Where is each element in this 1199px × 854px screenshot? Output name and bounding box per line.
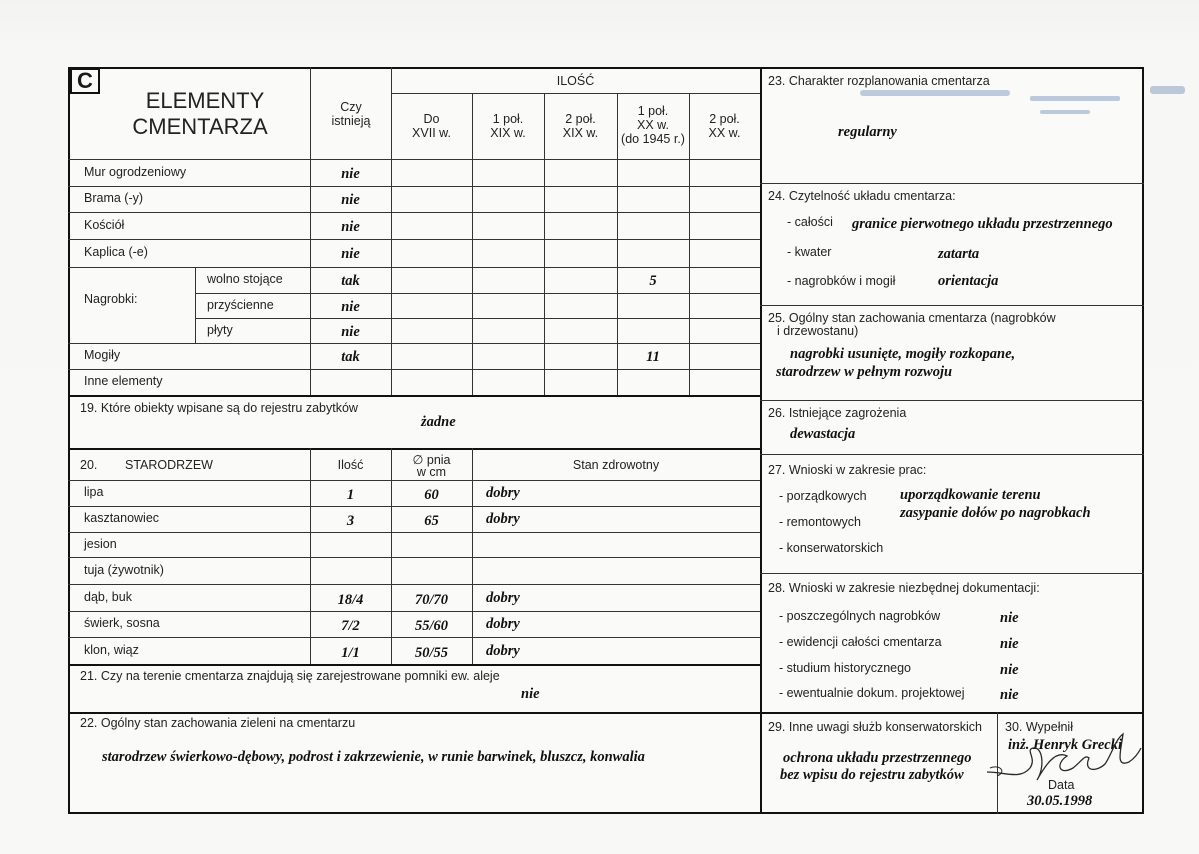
tree-diam-header-2: w cm: [416, 465, 447, 479]
q27-label: 27. Wnioski w zakresie prac:: [768, 463, 927, 477]
tree-count-header: Ilość: [337, 458, 364, 472]
line-r8: [68, 369, 760, 370]
tree-row-count: 18/4: [337, 591, 364, 608]
q30-date: 30.05.1998: [1027, 793, 1093, 809]
element-row-exists: nie: [341, 192, 360, 208]
tree-row-name: jesion: [84, 536, 117, 551]
q23-answer: regularny: [838, 124, 897, 140]
tree-row-health: dobry: [486, 589, 520, 606]
q28-item-answer: nie: [1000, 687, 1019, 703]
period-header-4-line-3: (do 1945 r.): [621, 132, 685, 146]
tree-row-health: dobry: [486, 485, 520, 501]
period-header-1-line-2: XVII w.: [412, 126, 451, 140]
tree-row-health: dobry: [486, 642, 520, 659]
period-header-2-line-2: XIX w.: [490, 126, 526, 140]
exists-header-1: Czy: [340, 100, 362, 114]
period-header-4-line-2: XX w.: [637, 118, 669, 132]
period-header-3-line-1: 2 poł.: [565, 112, 596, 126]
line-r1: [68, 186, 760, 187]
q29-label: 29. Inne uwagi służb konserwatorskich: [768, 720, 983, 734]
tree-row-name: lipa: [84, 485, 104, 499]
line-t7: [68, 664, 760, 666]
q27-item-2: - remontowych: [779, 515, 861, 529]
q28-item-answer: nie: [1000, 636, 1019, 652]
line-ilosc: [391, 93, 760, 94]
q24-item-2-answer: zatarta: [938, 246, 980, 262]
element-row-label: Kościół: [84, 217, 125, 232]
tree-row-diam: 65: [424, 513, 439, 529]
line-t5: [68, 611, 760, 612]
q24-item-2-label: - kwater: [787, 245, 832, 259]
period-header-3-line-2: XIX w.: [562, 126, 599, 140]
tree-row-diam: 60: [424, 487, 439, 503]
q24-item-1-answer: granice pierwotnego układu przestrzennego: [852, 216, 1113, 232]
section-letter-box: C: [70, 68, 100, 94]
element-row-exists: nie: [341, 246, 360, 262]
q25-label-2: i drzewostanu): [777, 324, 859, 338]
period-header-5-line-2: XX w.: [708, 126, 741, 140]
line-r6: [195, 318, 760, 319]
element-row-exists: nie: [341, 298, 360, 315]
q25-answer-2: starodrzew w pełnym rozwoju: [776, 364, 953, 380]
element-row-label: płyty: [207, 322, 233, 337]
q29-answer-2: bez wpisu do rejestru zabytków: [780, 767, 964, 783]
q27-item-3: - konserwatorskich: [779, 541, 884, 555]
line-q25: [760, 400, 1144, 401]
q28-item-label: - studium historycznego: [779, 661, 912, 675]
q28-item-label: - ewentualnie dokum. projektowej: [779, 686, 965, 700]
q25-label-1: 25. Ogólny stan zachowania cmentarza (nagrobków: [768, 311, 1056, 325]
line-q28: [760, 712, 1144, 714]
tree-row-diam: 50/55: [414, 644, 449, 661]
q28-item-answer: nie: [1000, 610, 1019, 626]
period-header-5-line-1: 2 poł.: [709, 112, 740, 126]
q30-label: 30. Wypełnił: [1005, 720, 1073, 734]
cemetery-form: [68, 67, 1144, 814]
element-row-exists: nie: [341, 323, 360, 340]
nagrobki-label: Nagrobki:: [84, 292, 138, 306]
element-row-exists: nie: [341, 218, 360, 235]
line-r9: [68, 395, 760, 397]
line-q23: [760, 183, 1144, 184]
line-q26: [760, 454, 1144, 455]
element-row-count: 5: [649, 273, 657, 289]
period-header-1-line-1: Do: [423, 112, 440, 126]
q28-item-label: - poszczególnych nagrobków: [779, 609, 941, 623]
tree-health-header: Stan zdrowotny: [572, 458, 660, 472]
q19-answer: żadne: [421, 414, 456, 430]
q19-label: 19. Które obiekty wpisane są do rejestru zabytków: [80, 401, 358, 415]
q28-label: 28. Wnioski w zakresie niezbędnej dokumentacji:: [768, 581, 1040, 595]
q26-label: 26. Istniejące zagrożenia: [768, 406, 907, 420]
line-t2: [68, 532, 760, 533]
tree-row-health: dobry: [486, 511, 520, 527]
line-r5: [195, 293, 760, 294]
divider-nagrobki: [195, 267, 196, 343]
q22-label: 22. Ogólny stan zachowania zieleni na cmentarzu: [80, 716, 356, 730]
element-row-label: przyścienne: [207, 297, 274, 312]
q20-number: 20.: [80, 458, 98, 472]
line-q19: [68, 448, 760, 450]
line-q21: [68, 712, 760, 714]
elements-heading-1: ELEMENTY: [145, 88, 265, 113]
q24-item-3-label: - nagrobków i mogił: [787, 274, 896, 288]
stamp-smudge: [840, 76, 1190, 136]
element-row-exists: tak: [341, 349, 360, 365]
q23-label: 23. Charakter rozplanowania cmentarza: [768, 74, 990, 88]
signature-mark: [985, 728, 1145, 788]
q21-label: 21. Czy na terenie cmentarza znajdują się zarejestrowane pomniki ew. aleje: [80, 669, 500, 683]
period-header-4-line-1: 1 poł.: [637, 104, 669, 118]
q21-answer: nie: [521, 686, 540, 702]
q27-answer-1: uporządkowanie terenu: [900, 487, 1041, 503]
tree-row-health: dobry: [486, 616, 520, 632]
tree-row-diam: 55/60: [414, 618, 449, 634]
tree-row-count: 1/1: [341, 644, 360, 661]
divider-main: [760, 67, 762, 814]
element-row-label: Kaplica (-e): [84, 245, 148, 259]
line-r7: [68, 343, 760, 344]
q24-item-3-answer: orientacja: [938, 273, 999, 289]
element-row-count: 11: [646, 349, 660, 365]
line-q24: [760, 305, 1144, 306]
ilosc-header: ILOŚĆ: [556, 74, 595, 88]
q29-answer-1: ochrona układu przestrzennego: [783, 750, 972, 766]
q27-item-1: - porządkowych: [779, 489, 867, 503]
elements-heading-2: CMENTARZA: [132, 114, 268, 139]
line-q27: [760, 573, 1144, 574]
element-row-label: Brama (-y): [84, 191, 144, 205]
line-head: [68, 159, 760, 160]
tree-row-diam: 70/70: [414, 591, 449, 608]
period-header-2-line-1: 1 poł.: [492, 112, 524, 126]
tree-row-count: 3: [346, 513, 355, 529]
q26-answer: dewastacja: [790, 426, 856, 442]
q30-name: inż. Henryk Grecki: [1008, 737, 1122, 753]
tree-row-name: tuja (żywotnik): [84, 562, 164, 577]
q25-answer-1: nagrobki usunięte, mogiły rozkopane,: [790, 346, 1016, 362]
line-t6: [68, 637, 760, 638]
element-row-label: Mogiły: [84, 348, 121, 362]
q22-answer: starodrzew świerkowo-dębowy, podrost i zakrzewienie, w runie barwinek, bluszcz, konwalia: [102, 749, 645, 765]
tree-row-name: dąb, buk: [84, 589, 132, 604]
q27-answer-2: zasypanie dołów po nagrobkach: [900, 505, 1091, 521]
q28-item-label: - ewidencji całości cmentarza: [779, 635, 942, 649]
q24-label: 24. Czytelność układu cmentarza:: [768, 189, 956, 203]
line-t3: [68, 557, 760, 558]
tree-row-name: kasztanowiec: [84, 511, 160, 525]
line-r4: [68, 267, 760, 268]
exists-header-2: istnieją: [331, 114, 371, 128]
q20-label: STARODRZEW: [125, 458, 213, 472]
line-r3: [68, 239, 760, 240]
q30-date-label: Data: [1048, 778, 1075, 792]
q24-item-1-label: - całości: [787, 215, 833, 229]
line-t1: [68, 506, 760, 507]
tree-row-name: klon, wiąz: [84, 642, 139, 657]
element-row-exists: nie: [341, 165, 360, 182]
element-row-label: Mur ogrodzeniowy: [84, 164, 187, 179]
element-row-label: wolno stojące: [207, 272, 283, 286]
tree-row-count: 1: [346, 487, 355, 503]
tree-row-count: 7/2: [341, 618, 360, 634]
element-row-label: Inne elementy: [84, 374, 163, 388]
tree-row-name: świerk, sosna: [84, 616, 160, 630]
line-t0: [68, 480, 760, 481]
line-r2: [68, 212, 760, 213]
element-row-exists: tak: [341, 273, 360, 289]
line-t4: [68, 584, 760, 585]
tree-diam-header-1: ∅ pnia: [412, 453, 451, 467]
q28-item-answer: nie: [1000, 662, 1019, 678]
